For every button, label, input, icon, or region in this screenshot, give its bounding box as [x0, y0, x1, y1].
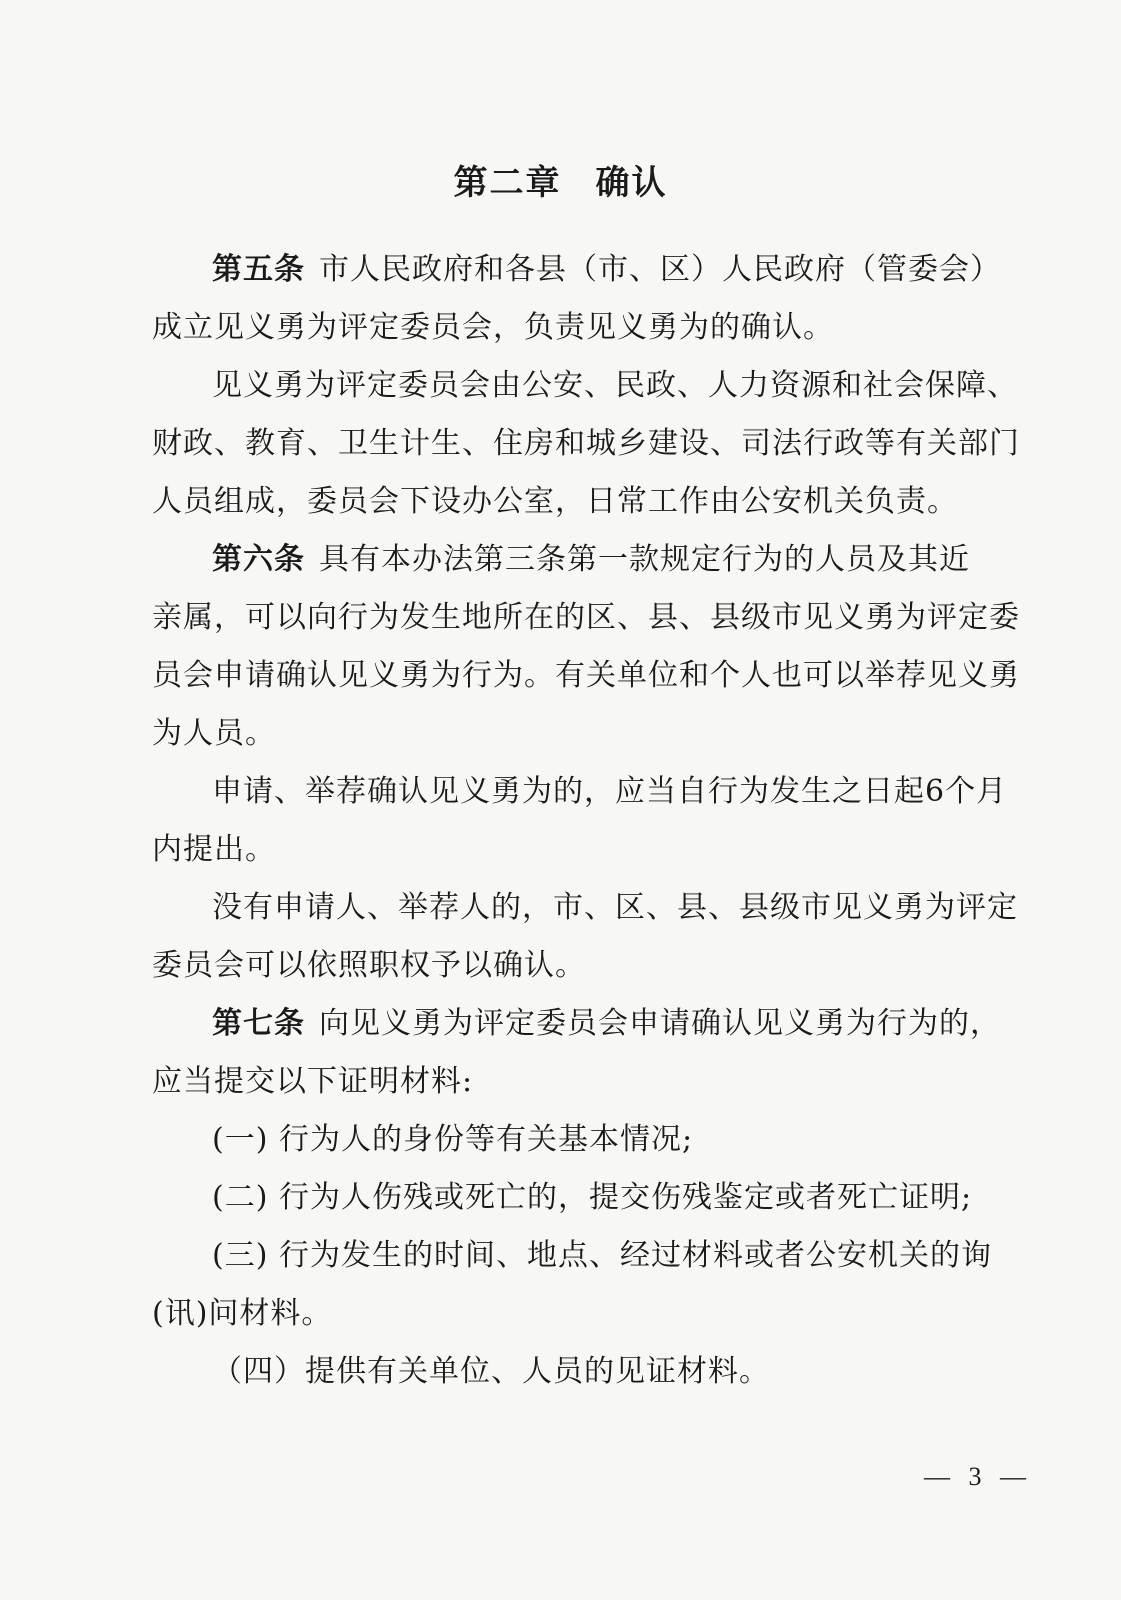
article6-line-8: 委员会可以依照职权予以确认。 [152, 948, 586, 983]
article6-line-6: 内提出。 [152, 832, 276, 867]
article5-line-2: 成立见义勇为评定委员会，负责见义勇为的确认。 [152, 310, 834, 345]
article6-line-3: 员会申请确认见义勇为行为。有关单位和个人也可以举荐见义勇 [152, 658, 1020, 693]
article5-line-5: 人员组成，委员会下设办公室，日常工作由公安机关负责。 [152, 484, 958, 519]
page-number: — 3 — [924, 1462, 1032, 1491]
article6-label: 第六条 [212, 542, 305, 577]
article6-line-1: 第六条 具有本办法第三条第一款规定行为的人员及其近 [212, 542, 970, 577]
article7-item-3: (三) 行为发生的时间、地点、经过材料或者公安机关的询 [212, 1238, 992, 1273]
article7-label: 第七条 [212, 1006, 305, 1041]
article6-line-4: 为人员。 [152, 716, 276, 751]
article7-item-3-cont: (讯)问材料。 [152, 1296, 333, 1331]
article5-label: 第五条 [212, 252, 305, 287]
article5-line-1: 第五条 市人民政府和各县（市、区）人民政府（管委会） [212, 252, 1001, 287]
article7-item-4: （四）提供有关单位、人员的见证材料。 [212, 1354, 770, 1389]
article7-line-2: 应当提交以下证明材料: [152, 1064, 474, 1099]
article7-line-1: 第七条 向见义勇为评定委员会申请确认见义勇为行为的， [212, 1006, 1001, 1041]
article6-line-5: 申请、举荐确认见义勇为的，应当自行为发生之日起6个月 [212, 774, 1008, 809]
article7-item-2: (二) 行为人伤残或死亡的，提交伤残鉴定或者死亡证明; [212, 1180, 973, 1215]
chapter-name: 确认 [595, 163, 668, 203]
article6-line-7: 没有申请人、举荐人的，市、区、县、县级市见义勇为评定 [212, 890, 1018, 925]
article5-line-4: 财政、教育、卫生计生、住房和城乡建设、司法行政等有关部门 [152, 426, 1020, 461]
chapter-title [0, 155, 1121, 204]
article7-item-1: (一) 行为人的身份等有关基本情况; [212, 1122, 694, 1157]
article5-line-3: 见义勇为评定委员会由公安、民政、人力资源和社会保障、 [212, 368, 1018, 403]
chapter-label: 第二章 [453, 163, 562, 203]
article6-line-2: 亲属，可以向行为发生地所在的区、县、县级市见义勇为评定委 [152, 600, 1020, 635]
